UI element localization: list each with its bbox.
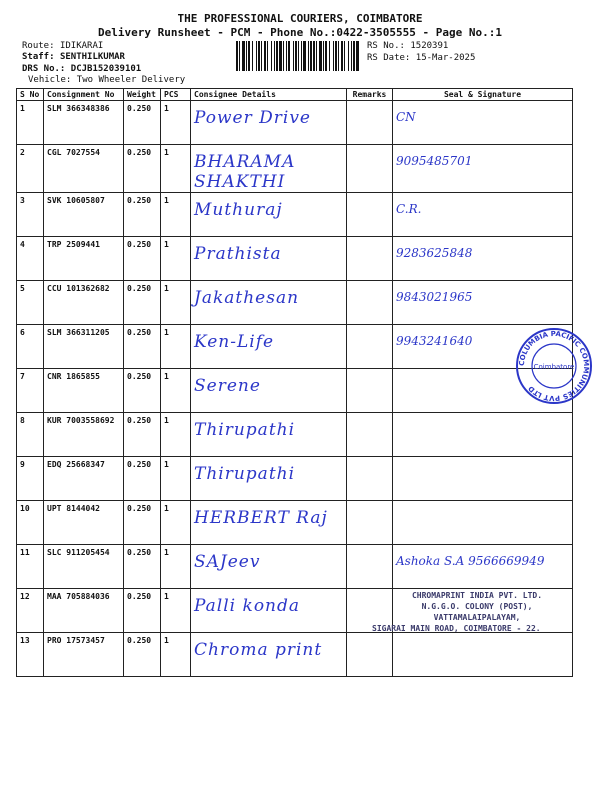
sno-cell: 11 [17,545,44,589]
weight-cell: 0.250 [124,101,161,145]
consignment-cell: SLC 911205454 [44,545,124,589]
consignment-cell: UPT 8144042 [44,501,124,545]
staff-line: Staff: SENTHILKUMAR [22,52,125,62]
pcs-cell: 1 [161,589,191,633]
consignee-cell [191,193,347,237]
table-row [17,633,573,677]
consignment-cell: PRO 17573457 [44,633,124,677]
consignment-cell: SLM 366348386 [44,101,124,145]
remarks-cell [347,369,393,413]
consignee-cell [191,633,347,677]
table-row [17,545,573,589]
weight-cell: 0.250 [124,633,161,677]
consignee-cell [191,413,347,457]
pcs-cell: 1 [161,101,191,145]
consignment-cell: CNR 1865855 [44,369,124,413]
remarks-cell [347,413,393,457]
col-remarks: Remarks [347,89,393,101]
weight-cell: 0.250 [124,545,161,589]
consignee-cell [191,145,347,193]
remarks-cell [347,633,393,677]
handwritten-signature: C.R. [396,202,422,216]
consignee-cell [191,589,347,633]
chromaprint-stamp: CHROMAPRINT INDIA PVT. LTD. N.G.G.O. COLONY (POST), VATTAMALAIPALAYAM, SIGARAI MAIN ROAD, COIMBATORE - 22. [372,591,543,633]
sno-cell: 8 [17,413,44,457]
pcs-cell: 1 [161,193,191,237]
col-pcs: PCS [161,89,191,101]
weight-cell: 0.250 [124,193,161,237]
table-row [17,145,573,193]
col-consignment: Consignment No [44,89,124,101]
remarks-cell [347,237,393,281]
handwritten-consignee: Thirupathi [194,464,296,484]
signature-cell [393,145,573,193]
weight-cell: 0.250 [124,369,161,413]
pcs-cell: 1 [161,545,191,589]
consignment-cell: EDQ 25668347 [44,457,124,501]
pcs-cell: 1 [161,369,191,413]
seal-ring-text: COLUMBIA PACIFIC COMMUNITIES PVT LTD [517,329,591,403]
sno-cell: 12 [17,589,44,633]
consignee-cell [191,545,347,589]
handwritten-signature: CN [396,110,416,124]
rs-date-line: RS Date: 15-Mar-2025 [367,53,476,63]
sno-cell: 10 [17,501,44,545]
signature-cell [393,633,573,677]
barcode-icon [236,41,360,71]
handwritten-consignee: Muthuraj [194,200,283,220]
handwritten-consignee: BHARAMA SHAKTHI [194,152,296,192]
sno-cell: 3 [17,193,44,237]
pcs-cell: 1 [161,281,191,325]
remarks-cell [347,325,393,369]
col-weight: Weight [124,89,161,101]
col-signature: Seal & Signature [393,89,573,101]
weight-cell: 0.250 [124,145,161,193]
company-title: THE PROFESSIONAL COURIERS, COIMBATORE [177,12,423,25]
handwritten-consignee: Power Drive [194,108,311,128]
sno-cell: 2 [17,145,44,193]
handwritten-signature: 9943241640 [396,334,473,348]
signature-cell [393,281,573,325]
handwritten-consignee: Thirupathi [194,420,296,440]
consignment-cell: SVK 10605807 [44,193,124,237]
handwritten-consignee: Chroma print [194,640,323,660]
table-row [17,413,573,457]
col-consignee: Consignee Details [191,89,347,101]
table-row [17,101,573,145]
table-row [17,237,573,281]
pcs-cell: 1 [161,145,191,193]
handwritten-consignee: Prathista [194,244,282,264]
signature-cell [393,501,573,545]
runsheet-table [16,88,573,677]
consignee-cell [191,501,347,545]
route-line: Route: IDIKARAI [22,41,104,51]
table-row [17,281,573,325]
company-seal [514,326,594,406]
consignee-cell [191,325,347,369]
consignee-cell [191,237,347,281]
pcs-cell: 1 [161,325,191,369]
handwritten-consignee: HERBERT Raj [194,508,328,528]
weight-cell: 0.250 [124,237,161,281]
handwritten-consignee: Serene [194,376,261,396]
remarks-cell [347,501,393,545]
table-row [17,325,573,369]
sno-cell: 4 [17,237,44,281]
table-header-row [17,89,573,101]
signature-cell [393,545,573,589]
sno-cell: 13 [17,633,44,677]
consignment-cell: CCU 101362682 [44,281,124,325]
weight-cell: 0.250 [124,325,161,369]
runsheet-subtitle: Delivery Runsheet - PCM - Phone No.:0422-3505555 - Page No.:1 [98,26,502,39]
weight-cell: 0.250 [124,457,161,501]
remarks-cell [347,545,393,589]
consignee-cell [191,101,347,145]
vehicle-line: Vehicle: Two Wheeler Delivery [28,75,186,85]
consignment-cell: MAA 705884036 [44,589,124,633]
drs-line: DRS No.: DCJB152039101 [22,64,142,74]
consignee-cell [191,281,347,325]
table-row [17,501,573,545]
weight-cell: 0.250 [124,501,161,545]
weight-cell: 0.250 [124,589,161,633]
weight-cell: 0.250 [124,281,161,325]
signature-cell [393,193,573,237]
handwritten-consignee: Ken-Life [194,332,275,352]
sno-cell: 5 [17,281,44,325]
table-row [17,193,573,237]
handwritten-signature: 9843021965 [396,290,473,304]
remarks-cell [347,145,393,193]
consignment-cell: SLM 366311205 [44,325,124,369]
pcs-cell: 1 [161,413,191,457]
handwritten-consignee: SAJeev [194,552,261,572]
consignee-cell [191,369,347,413]
signature-cell [393,237,573,281]
signature-cell [393,457,573,501]
sno-cell: 9 [17,457,44,501]
remarks-cell [347,101,393,145]
seal-center-text: Coimbatore [533,363,575,371]
table-row [17,369,573,413]
signature-cell [393,413,573,457]
rs-no-line: RS No.: 1520391 [367,41,449,51]
handwritten-signature: 9095485701 [396,154,473,168]
handwritten-signature: Ashoka S.A 9566669949 [396,554,545,568]
consignment-cell: KUR 7003558692 [44,413,124,457]
consignment-cell: CGL 7027554 [44,145,124,193]
sno-cell: 7 [17,369,44,413]
signature-cell [393,101,573,145]
handwritten-consignee: Jakathesan [194,288,300,308]
table-row [17,457,573,501]
remarks-cell [347,457,393,501]
remarks-cell [347,193,393,237]
sno-cell: 6 [17,325,44,369]
pcs-cell: 1 [161,237,191,281]
weight-cell: 0.250 [124,413,161,457]
consignee-cell [191,457,347,501]
pcs-cell: 1 [161,501,191,545]
handwritten-signature: 9283625848 [396,246,473,260]
remarks-cell [347,281,393,325]
pcs-cell: 1 [161,633,191,677]
pcs-cell: 1 [161,457,191,501]
consignment-cell: TRP 2509441 [44,237,124,281]
sno-cell: 1 [17,101,44,145]
handwritten-consignee: Palli konda [194,596,301,616]
col-sno: S No [17,89,44,101]
